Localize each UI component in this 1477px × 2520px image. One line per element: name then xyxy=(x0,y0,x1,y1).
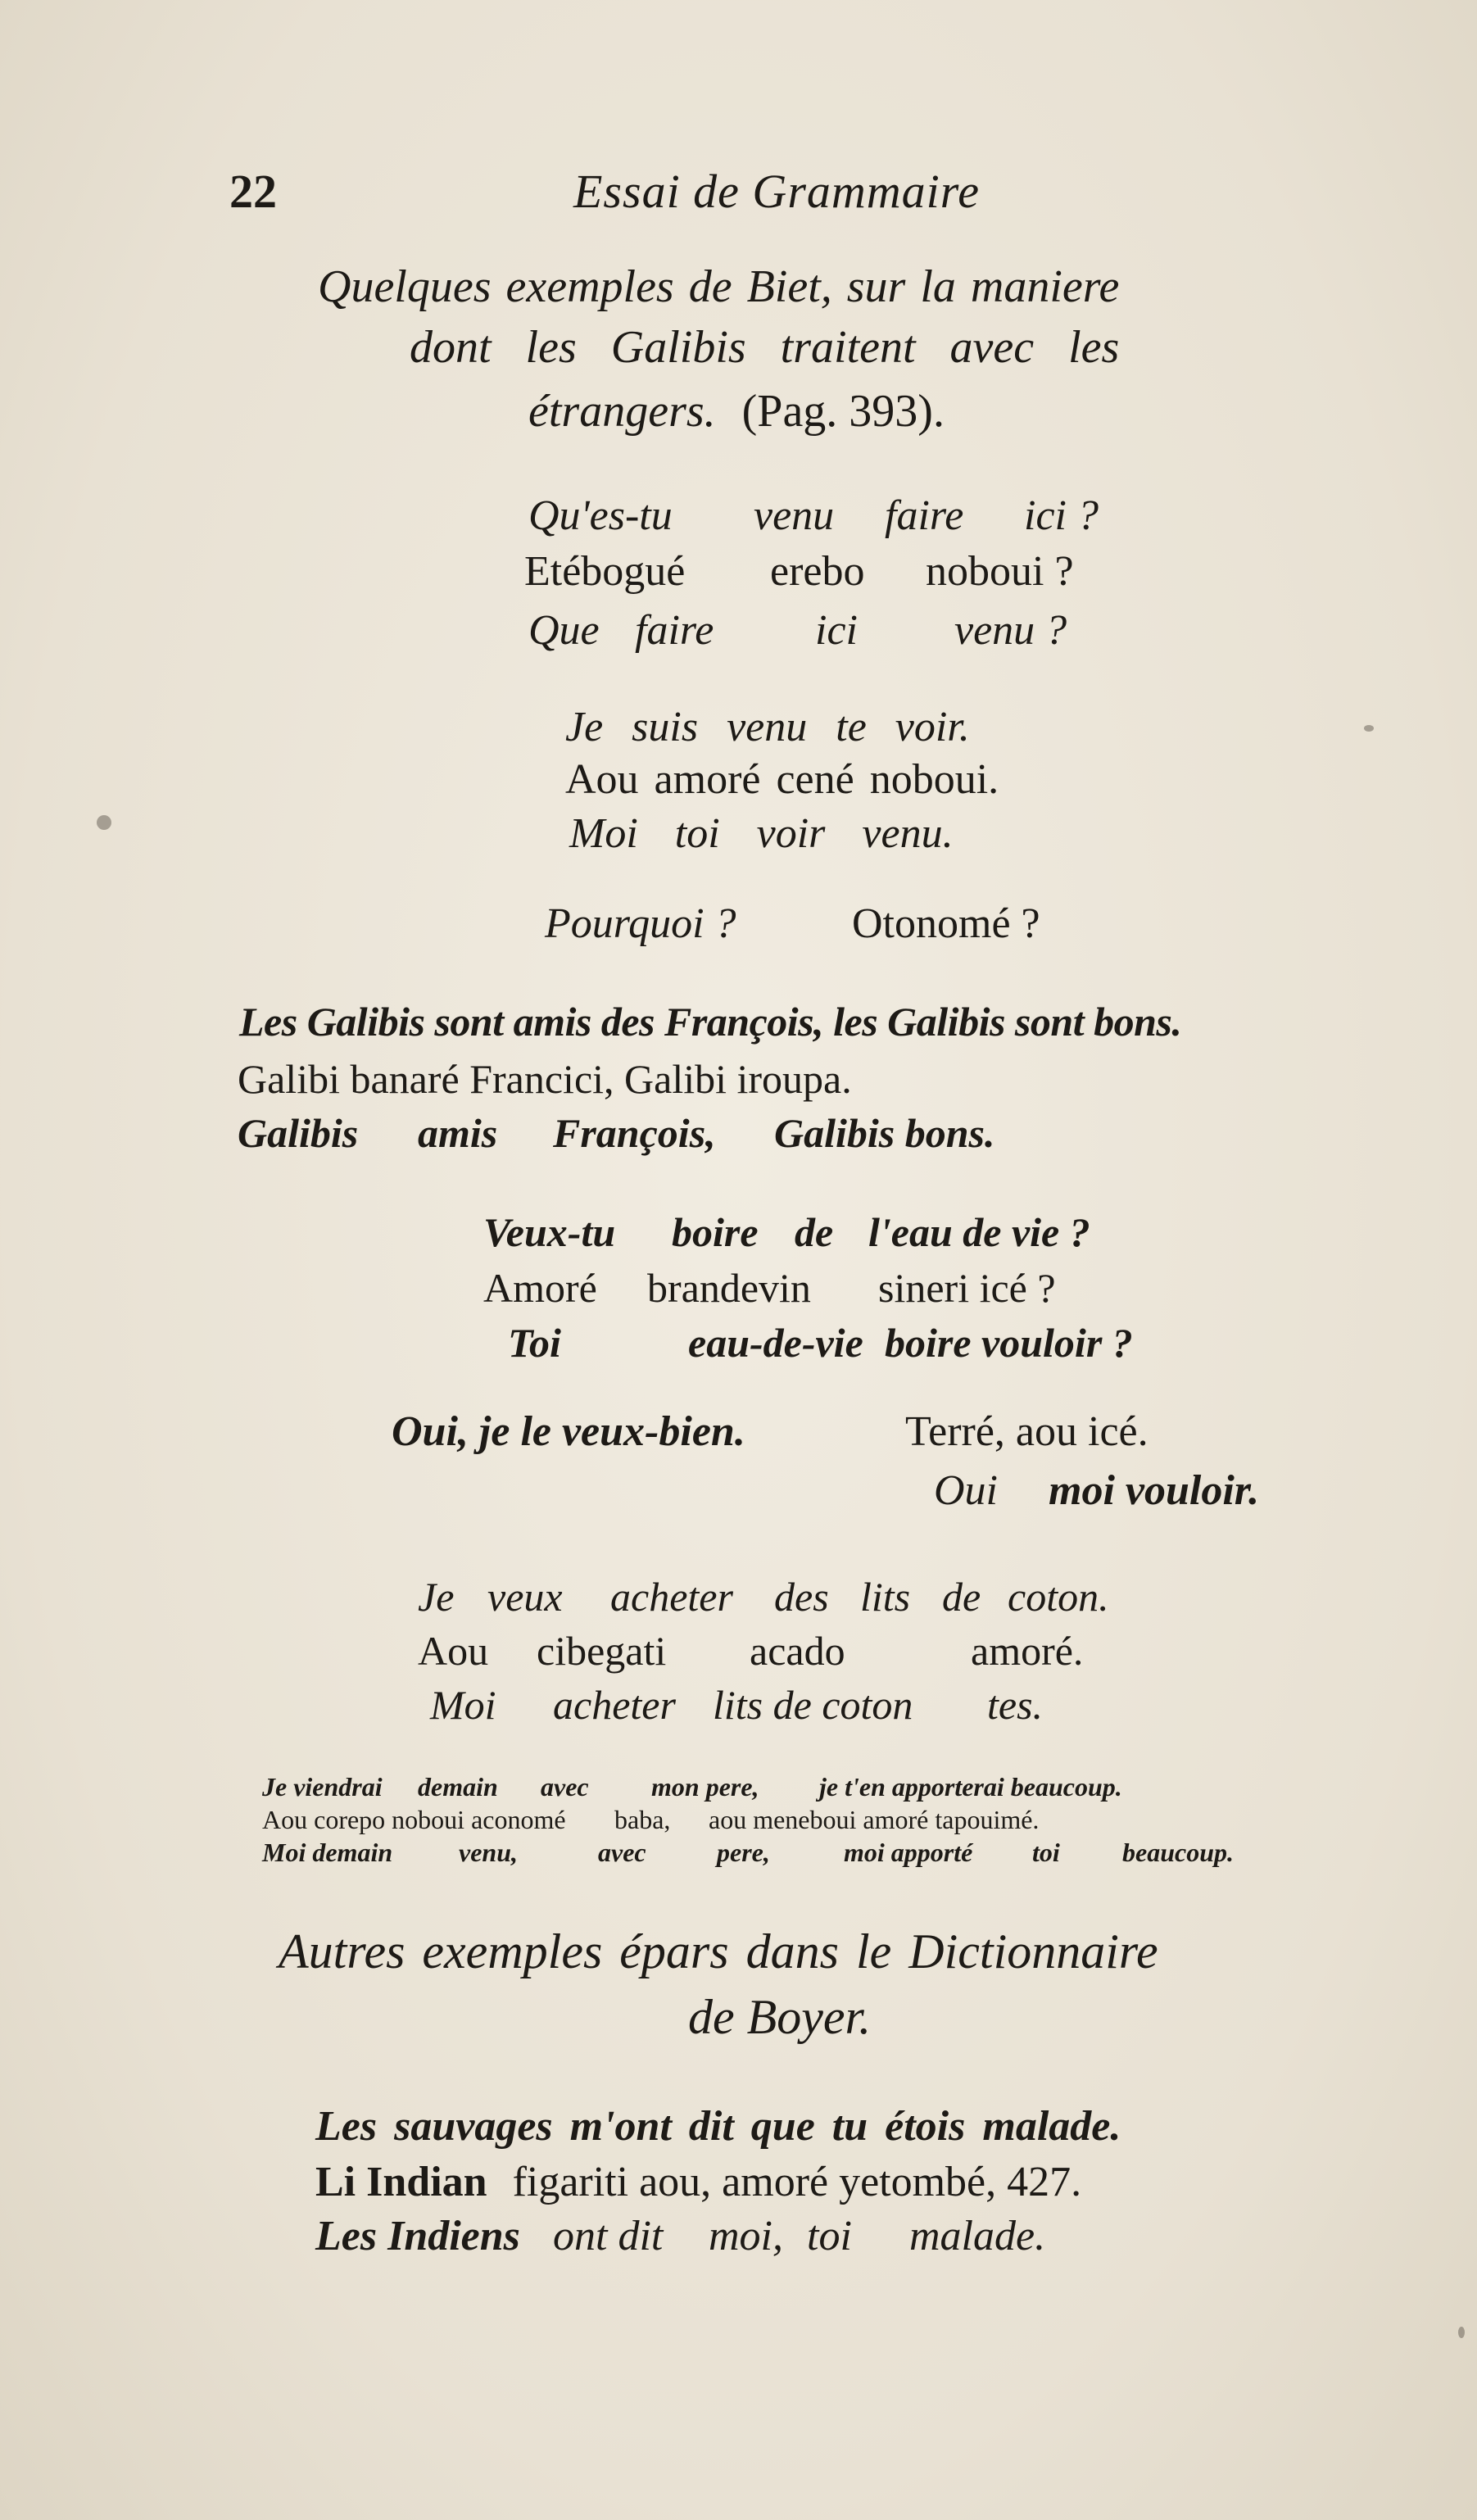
word: noboui ? xyxy=(926,548,1074,595)
section-heading-line: dont les Galibis traitent avec les xyxy=(410,322,1120,373)
word: Galibis bons. xyxy=(774,1110,995,1156)
word: moi, xyxy=(709,2213,783,2259)
gloss-line: Moi toi voir venu. xyxy=(569,810,954,857)
word: amis xyxy=(418,1110,498,1156)
galibi-line xyxy=(0,1264,1477,1321)
gloss-line xyxy=(0,606,1477,664)
word: Que xyxy=(528,607,600,654)
word: beaucoup. xyxy=(1122,1838,1234,1867)
word: toi xyxy=(1032,1838,1060,1867)
word: avec xyxy=(541,1772,589,1802)
section-heading-line: de Boyer. xyxy=(688,1990,872,2044)
word: boire vouloir ? xyxy=(885,1320,1133,1366)
word: boire xyxy=(672,1209,759,1255)
word: veux xyxy=(487,1574,563,1620)
french-line xyxy=(0,1772,1477,1805)
word: Aou xyxy=(418,1628,489,1674)
galibi-line xyxy=(0,1805,1477,1838)
word: faire xyxy=(885,492,964,539)
word: l'eau de vie ? xyxy=(868,1209,1090,1255)
word: aou meneboui amoré tapouimé. xyxy=(709,1805,1040,1834)
gloss-line xyxy=(0,2212,1477,2269)
word: Moi demain xyxy=(262,1838,393,1867)
french-line xyxy=(0,1573,1477,1630)
word: Pourquoi ? xyxy=(545,900,736,947)
word: Toi xyxy=(508,1320,561,1366)
word: de xyxy=(795,1209,834,1255)
word: venu, xyxy=(459,1838,518,1867)
word: figariti aou, amoré yetombé, 427. xyxy=(512,2159,1082,2205)
word: Oui, je le veux-bien. xyxy=(392,1408,745,1455)
word: venu ? xyxy=(954,607,1067,654)
french-line xyxy=(0,492,1477,549)
word: François, xyxy=(553,1110,716,1156)
galibi-line xyxy=(315,2158,1081,2206)
word: venu xyxy=(754,492,835,539)
word: coton. xyxy=(1008,1574,1109,1620)
section-heading-line: Quelques exemples de Biet, sur la maniere xyxy=(318,261,1120,312)
word: je t'en apporterai beaucoup. xyxy=(819,1772,1122,1802)
french-line: Les sauvages m'ont dit que tu étois malade. xyxy=(315,2103,1121,2150)
gloss-line xyxy=(0,1466,1477,1524)
gloss-line xyxy=(0,1838,1477,1870)
stain-mark xyxy=(1458,2327,1465,2338)
word: Terré, aou icé. xyxy=(905,1408,1149,1455)
word: ici ? xyxy=(1024,492,1099,539)
word: Amoré xyxy=(483,1265,597,1311)
word: Je xyxy=(418,1574,455,1620)
word: pere, xyxy=(717,1838,770,1867)
galibi-line: Aou amoré cené noboui. xyxy=(565,756,999,803)
section-heading-word: étrangers. xyxy=(528,386,716,437)
running-title: Essai de Grammaire xyxy=(573,165,980,218)
french-line xyxy=(0,1208,1477,1266)
page-number: 22 xyxy=(229,165,277,218)
stain-mark xyxy=(1364,725,1374,732)
word: acheter xyxy=(553,1682,676,1728)
word: Moi xyxy=(430,1682,496,1728)
word: Otonomé ? xyxy=(852,900,1040,947)
question-line xyxy=(0,900,1477,957)
word: lits xyxy=(860,1574,911,1620)
word: Oui xyxy=(934,1467,998,1514)
galibi-line xyxy=(0,547,1477,605)
section-heading-line xyxy=(528,385,945,437)
word: malade. xyxy=(909,2213,1046,2259)
galibi-line xyxy=(0,1627,1477,1684)
word: eau-de-vie xyxy=(688,1320,863,1366)
word: tes. xyxy=(987,1682,1044,1728)
word: acado xyxy=(750,1628,845,1674)
answer-line xyxy=(0,1407,1477,1465)
word: avec xyxy=(598,1838,646,1867)
word: Je viendrai xyxy=(262,1772,383,1802)
word: moi vouloir. xyxy=(1049,1467,1260,1514)
word: des xyxy=(774,1574,829,1620)
section-heading-line: Autres exemples épars dans le Dictionnaire xyxy=(279,1924,1158,1978)
word: Galibis xyxy=(238,1110,359,1156)
word: erebo xyxy=(770,548,865,595)
word: Aou corepo noboui aconomé xyxy=(262,1805,566,1834)
word: Veux-tu xyxy=(483,1209,616,1255)
word: baba, xyxy=(614,1805,671,1834)
stain-mark xyxy=(97,815,111,830)
word: toi xyxy=(807,2213,852,2259)
word: lits de coton xyxy=(713,1682,913,1728)
word: Etébogué xyxy=(524,548,686,595)
word: sineri icé ? xyxy=(878,1265,1056,1311)
word: demain xyxy=(418,1772,498,1802)
gloss-line xyxy=(0,1681,1477,1738)
word: Qu'es-tu xyxy=(528,492,673,539)
gloss-line xyxy=(0,1319,1477,1376)
word: Les Indiens xyxy=(315,2213,520,2259)
word: moi apporté xyxy=(844,1838,973,1867)
word: cibegati xyxy=(537,1628,667,1674)
word: Li Indian xyxy=(315,2159,487,2205)
galibi-line: Galibi banaré Francici, Galibi iroupa. xyxy=(238,1056,852,1102)
french-line: Les Galibis sont amis des François, les Galibis sont bons. xyxy=(239,999,1182,1045)
word: ici xyxy=(815,607,858,654)
page-reference: (Pag. 393). xyxy=(741,386,945,437)
word: amoré. xyxy=(971,1628,1084,1674)
word: ont dit xyxy=(553,2213,664,2259)
gloss-line xyxy=(0,1109,1477,1167)
word: brandevin xyxy=(647,1265,811,1311)
word: de xyxy=(942,1574,981,1620)
word: acheter xyxy=(610,1574,733,1620)
word: faire xyxy=(635,607,714,654)
french-line: Je suis venu te voir. xyxy=(565,704,970,750)
word: mon pere, xyxy=(651,1772,759,1802)
